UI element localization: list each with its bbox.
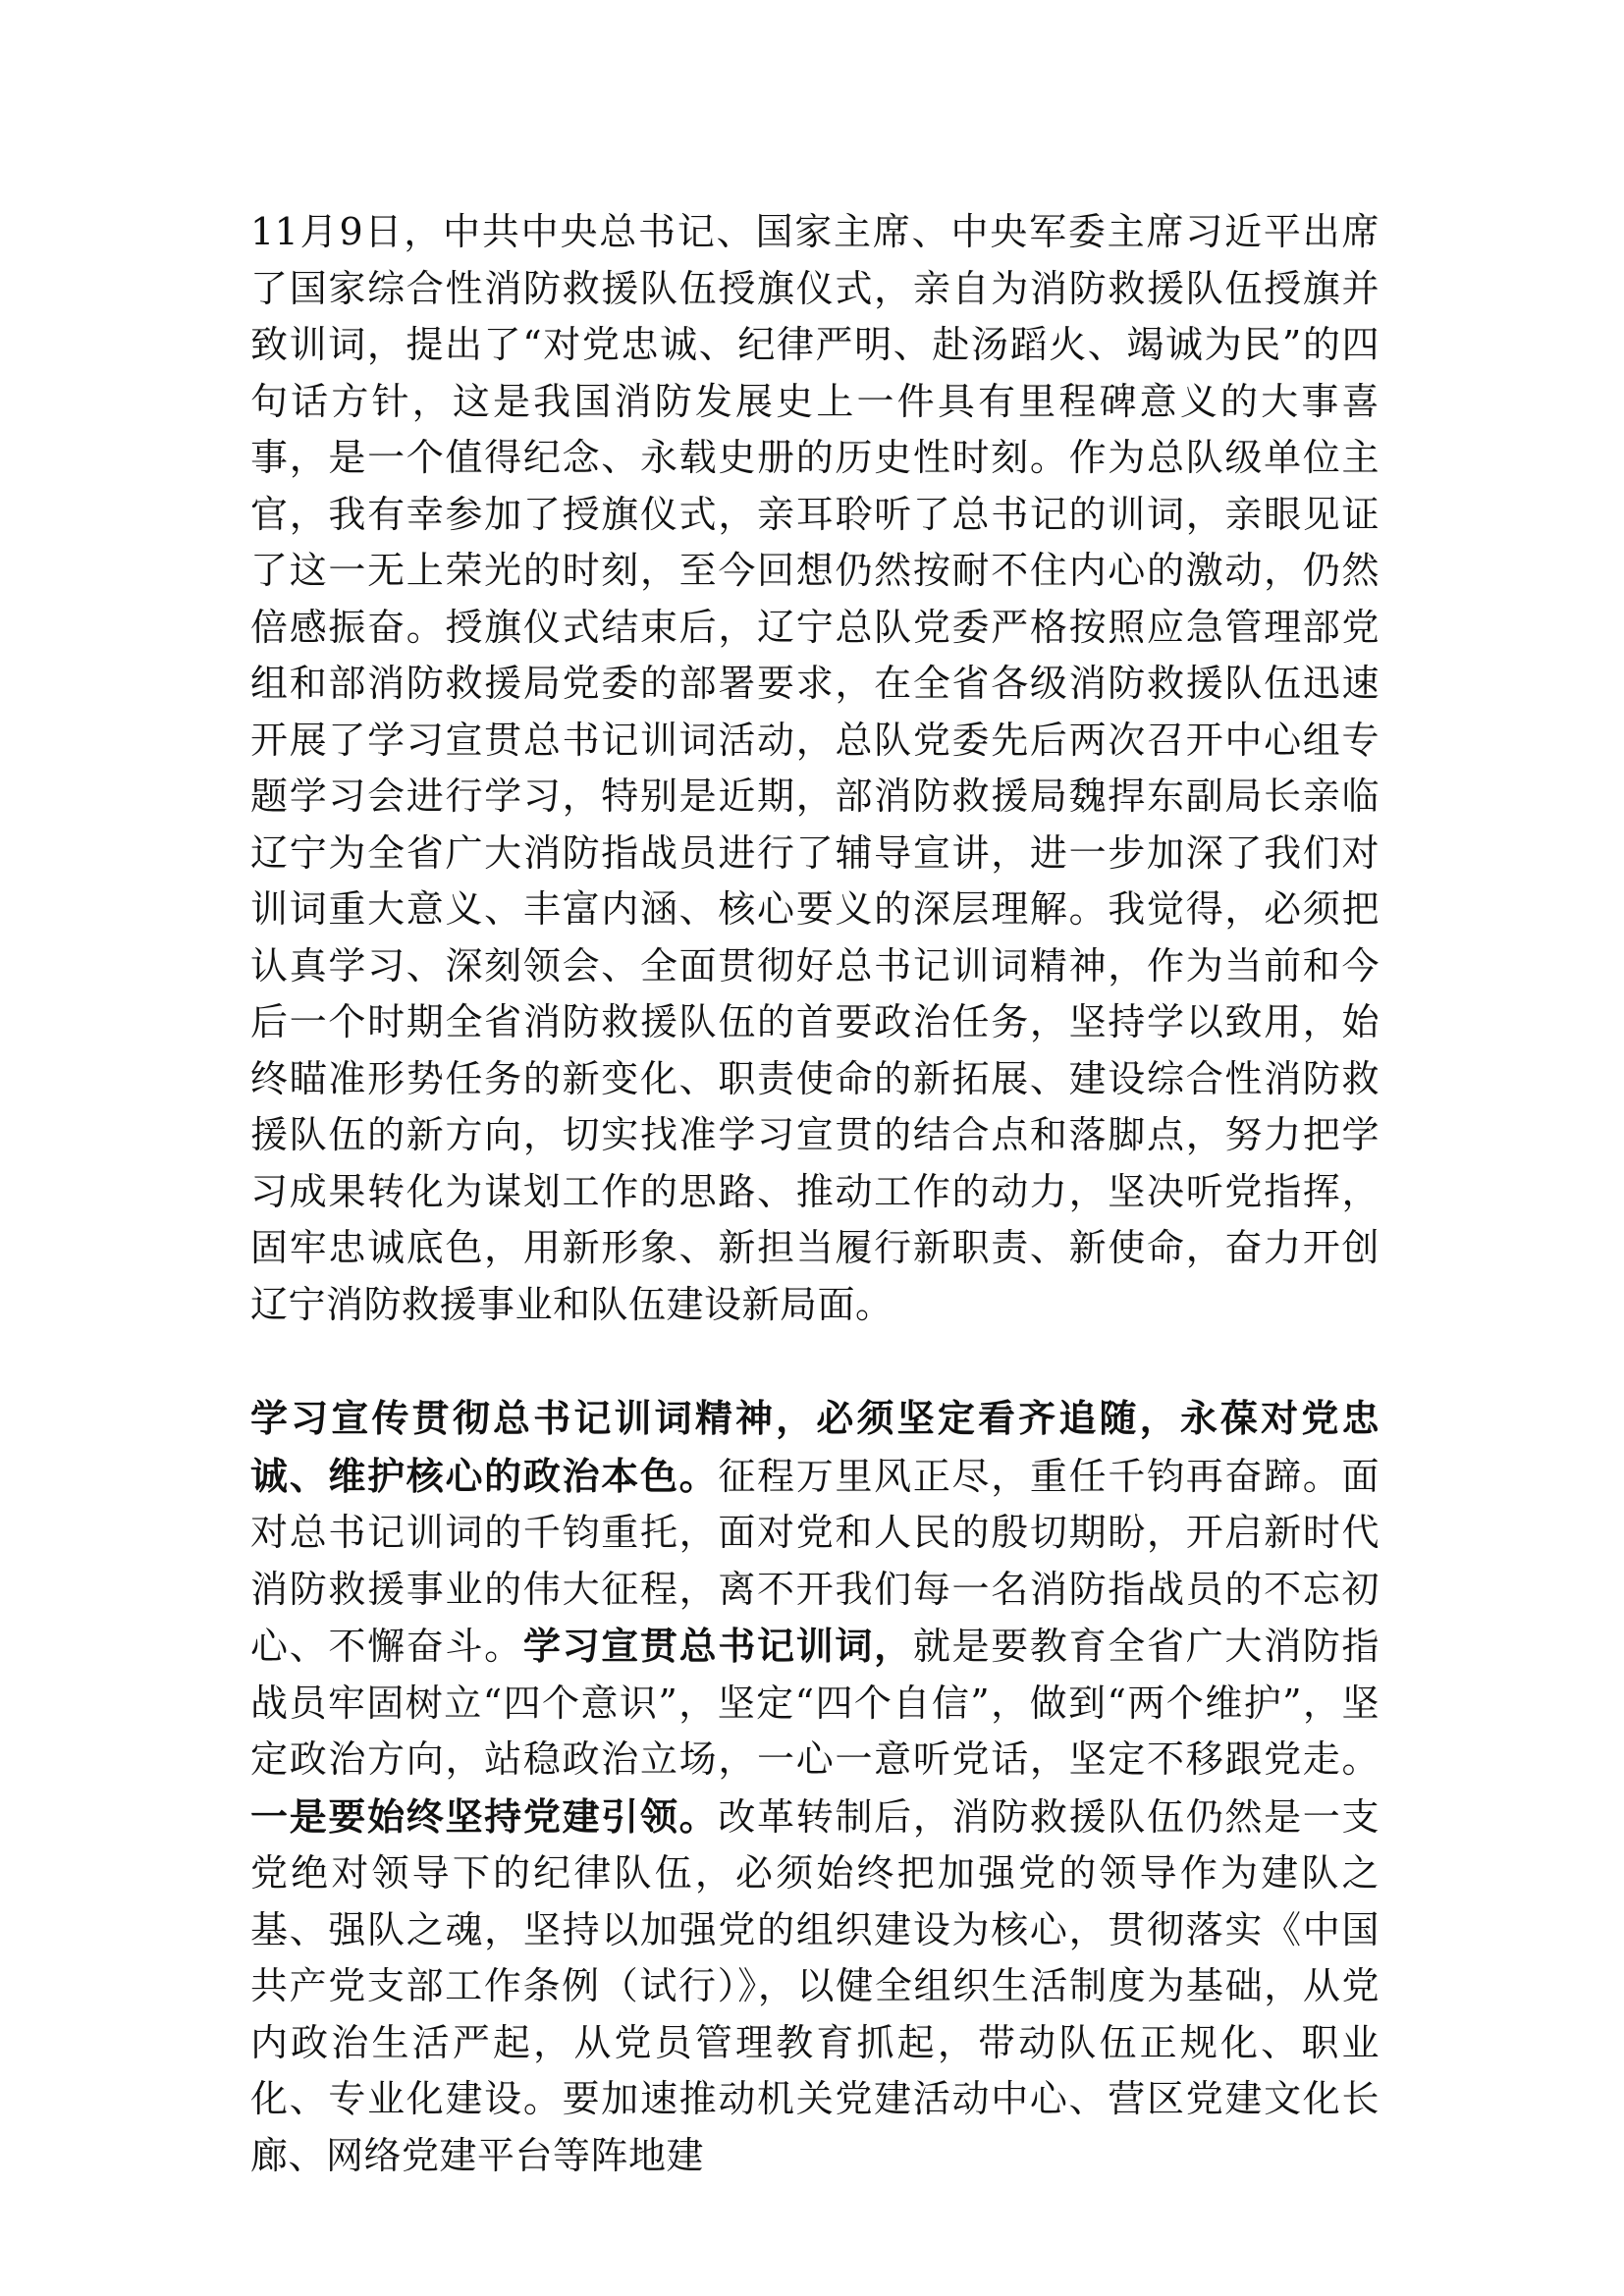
section-body-text: 改革转制后，消防救援队伍仍然是一支党绝对领导下的纪律队伍，必须始终把加强党的领导作为建队之基、强队之魂，坚持以加强党的组织建设为核心，贯彻落实《中国共产党支部工作条例（试行）》，以健全组织生活制度为基础，从党内政治生活严起，从党员管理教育抓起，带动队伍正规化、职业化、专业化建设。要加速推动机关党建活动中心、营区党建文化长廊、网络党建平台等阵地建 [250,1794,1380,2177]
emphasis-study-training-words: 学习宣贯总书记训词， [522,1624,913,1668]
emphasis-point-one: 一是要始终坚持党建引领。 [250,1793,719,1839]
section-body-text: 征程万里风正尽，重任千钧再奋蹄。面对总书记训词的千钧重托，面对党和人民的殷切期盼，开启新时代消防救援事业的伟大征程，离不开我们每一名消防指战员的不忘初心、不懈奋斗。 [250,1454,1380,1668]
paragraph-intro [250,204,1380,1333]
intro-text: 11月9日，中共中央总书记、国家主席、中央军委主席习近平出席了国家综合性消防救援队伍授旗仪式，亲自为消防救援队伍授旗并致训词，提出了“对党忠诚、纪律严明、赴汤蹈火、竭诚为民”的四句话方针，这是我国消防发展史上一件具有里程碑意义的大事喜事，是一个值得纪念、永载史册的历史性时刻。作为总队级单位主官，我有幸参加了授旗仪式，亲耳聆听了总书记的训词，亲眼见证了这一无上荣光的时刻，至今回想仍然按耐不住内心的激动，仍然倍感振奋。授旗仪式结束后，辽宁总队党委严格按照应急管理部党组和部消防救援局党委的部署要求，在全省各级消防救援队伍迅速开展了学习宣贯总书记训词活动，总队党委先后两次召开中心组专题学习会进行学习，特别是近期，部消防救援局魏捍东副局长亲临辽宁为全省广大消防指战员进行了辅导宣讲，进一步加深了我们对训词重大意义、丰富内涵、核心要义的深层理解。我觉得，必须把认真学习、深刻领会、全面贯彻好总书记训词精神，作为当前和今后一个时期全省消防救援队伍的首要政治任务，坚持学以致用，始终瞄准形势任务的新变化、职责使命的新拓展、建设综合性消防救援队伍的新方向，切实找准学习宣贯的结合点和落脚点，努力把学习成果转化为谋划工作的思路、推动工作的动力，坚决听党指挥，固牢忠诚底色，用新形象、新担当履行新职责、新使命，奋力开创辽宁消防救援事业和队伍建设新局面。 [250,210,1380,1326]
section-heading-bold: 学习宣传贯彻总书记训词精神，必须坚定看齐追随，永葆对党忠诚、维护核心的政治本色。 [250,1396,1380,1498]
document-page [250,204,1380,2184]
section-body-text: 就是要教育全省广大消防指战员牢固树立“四个意识”，坚定“四个自信”，做到“两个维护”，坚定政治方向，站稳政治立场，一心一意听党话，坚定不移跟党走。 [250,1625,1380,1781]
paragraph-political-loyalty [250,1390,1380,2184]
